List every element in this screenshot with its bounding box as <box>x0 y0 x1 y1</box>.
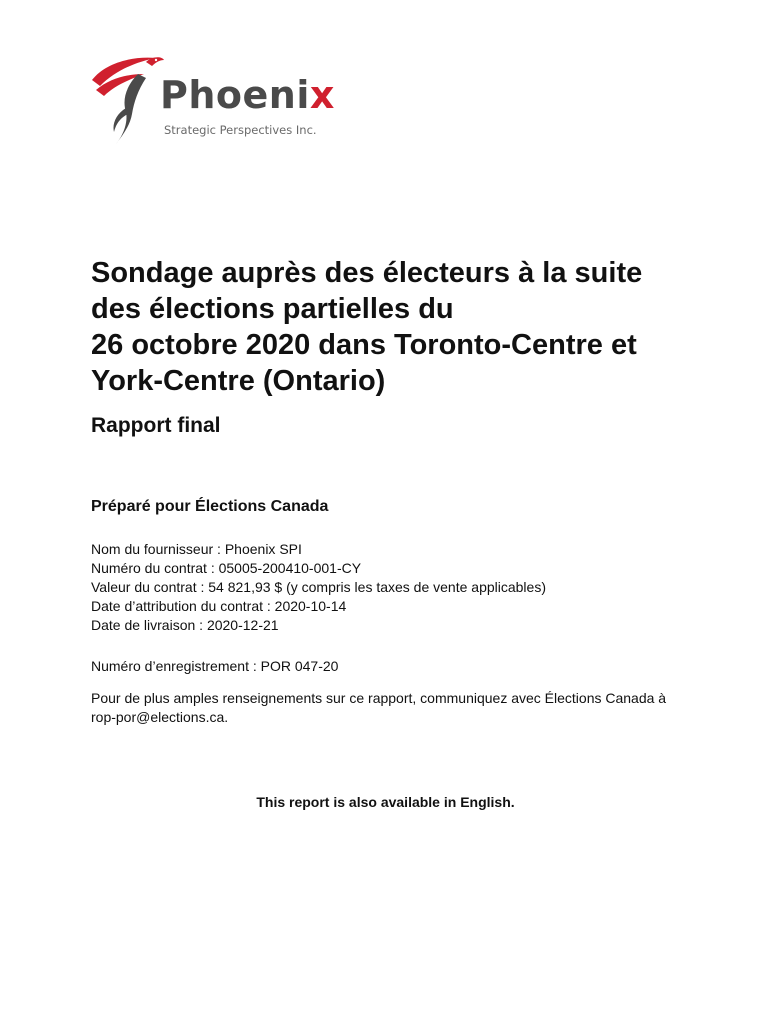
phoenix-bird-icon <box>86 52 166 152</box>
logo-tagline: Strategic Perspectives Inc. <box>164 123 317 137</box>
contact-email-line: rop-por@elections.ca. <box>91 709 229 725</box>
contact-line: Pour de plus amples renseignements sur ce rapport, communiquez avec Élections Canada à <box>91 690 667 706</box>
detail-line: Date d’attribution du contrat : 2020-10-14 <box>91 598 347 614</box>
detail-line: Nom du fournisseur : Phoenix SPI <box>91 541 302 557</box>
detail-line: Numéro du contrat : 05005-200410-001-CY <box>91 560 362 576</box>
logo-wordmark: Phoenix <box>160 73 335 117</box>
contract-details <box>91 540 546 635</box>
title-line: des élections partielles du <box>91 293 454 325</box>
registration-number: Numéro d’enregistrement : POR 047-20 <box>91 658 339 674</box>
title-line: Sondage auprès des électeurs à la suite <box>91 257 643 289</box>
report-title <box>91 255 691 399</box>
contact-info <box>91 689 691 727</box>
detail-line: Date de livraison : 2020-12-21 <box>91 617 279 633</box>
phoenix-logo <box>86 52 336 152</box>
title-line: 26 octobre 2020 dans Toronto-Centre et <box>91 329 637 361</box>
prepared-for: Préparé pour Élections Canada <box>91 498 329 515</box>
title-line: York-Centre (Ontario) <box>91 365 386 397</box>
report-subtitle: Rapport final <box>91 414 221 437</box>
english-note-text: This report is also available in English. <box>256 794 515 810</box>
detail-line: Valeur du contrat : 54 821,93 $ (y compris les taxes de vente applicables) <box>91 579 546 595</box>
english-availability-note <box>0 793 770 812</box>
